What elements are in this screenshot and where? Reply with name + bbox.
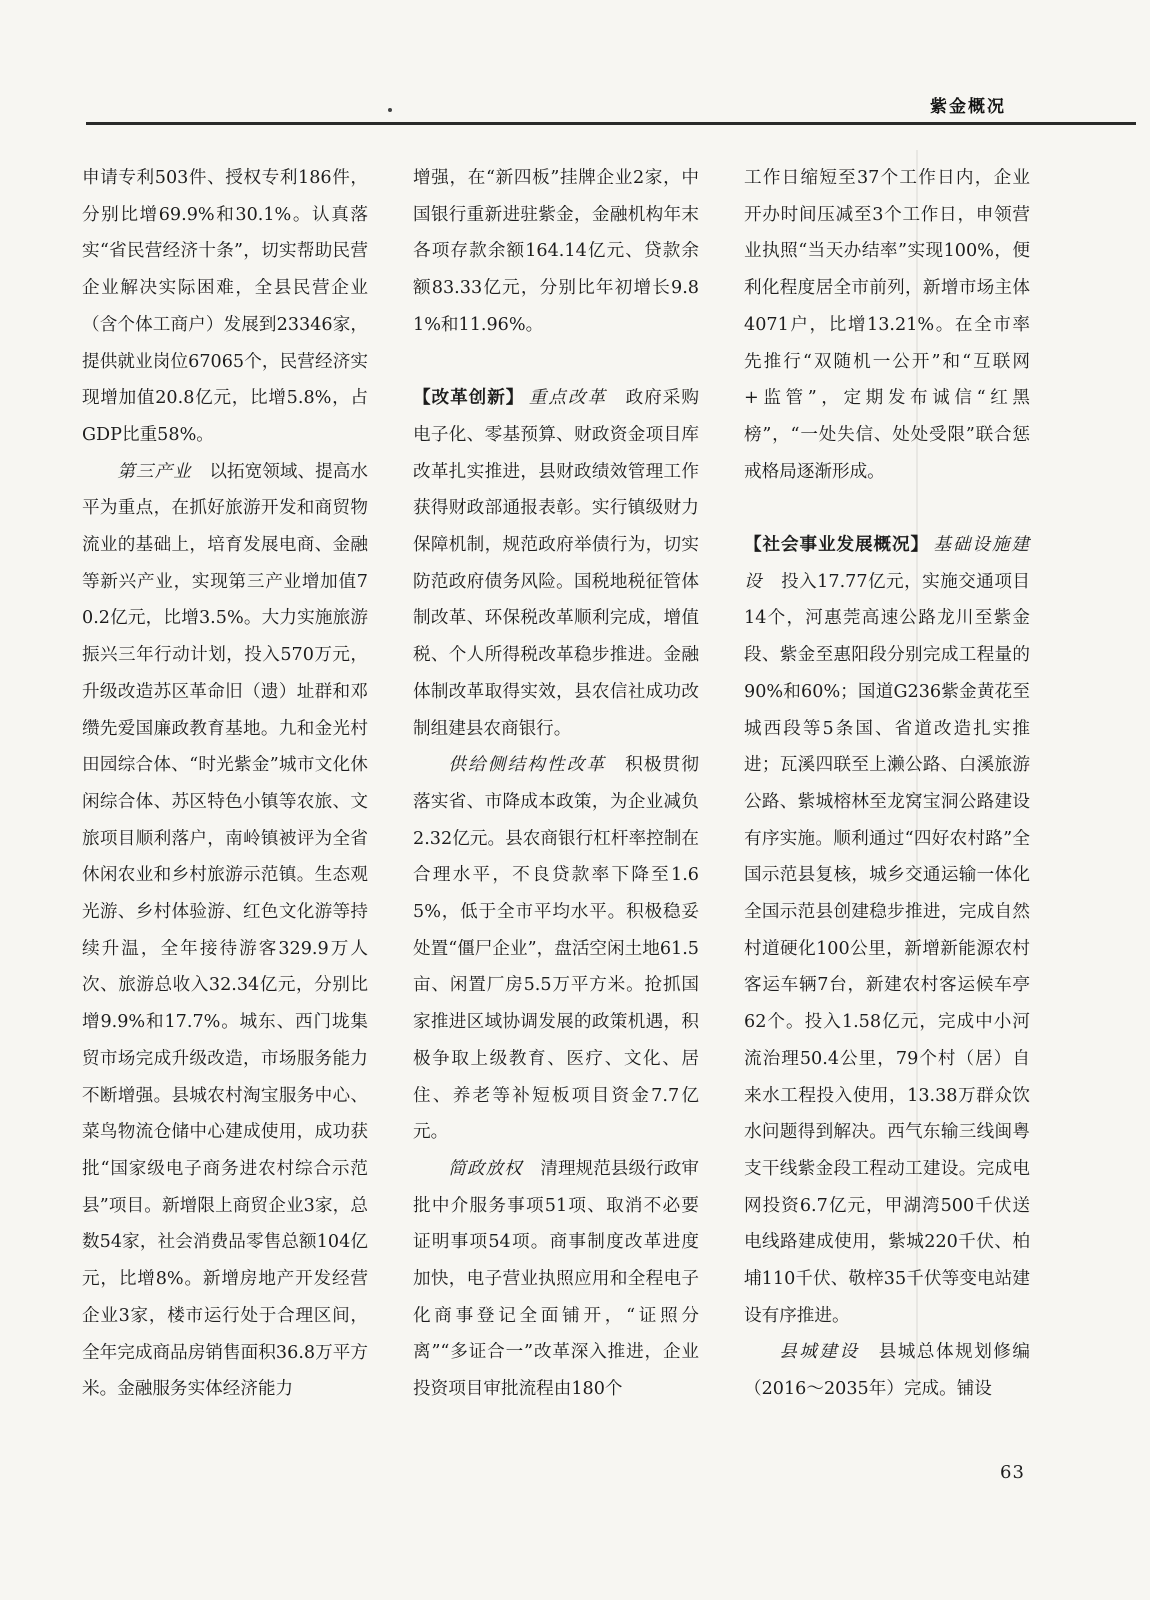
paragraph-text: 清理规范县级行政审批中介服务事项51项、取消不必要证明事项54项。商事制度改革进度加快，电子营业执照应用和全程电子化商事登记全面铺开，“证照分离”“多证合一”改革深入推进，企业投资项目审批流程由180个 xyxy=(413,1158,699,1400)
section-heading: 【改革创新】 xyxy=(413,388,525,409)
header-dot xyxy=(388,108,392,112)
paragraph xyxy=(82,454,368,1408)
paragraph xyxy=(744,1334,1030,1407)
paragraph-text: 政府采购电子化、零基预算、财政资金项目库改革扎实推进，县财政绩效管理工作获得财政部通报表彰。实行镇级财力保障机制，规范政府举债行为，切实防范政府债务风险。国税地税征管体制改革、环保税改革顺利完成，增值税、个人所得税改革稳步推进。金融体制改革取得实效，县农信社成功改制组建县农商银行。 xyxy=(413,388,699,739)
paragraph xyxy=(413,747,699,1151)
paragraph-text: 县城总体规划修编（2016～2035年）完成。铺设 xyxy=(744,1342,1030,1400)
paragraph-subhead: 简政放权 xyxy=(448,1158,523,1179)
paragraph-text: 积极贯彻落实省、市降成本政策，为企业减负2.32亿元。县农商银行杠杆率控制在合理水平，不良贷款率下降至1.65%，低于全市平均水平。积极稳妥处置“僵尸企业”，盘活空闲土地61.5亩、闲置厂房5.5万平方米。抢抓国家推进区域协调发展的政策机遇，积极争取上级教育、医疗、文化、居住、养老等补短板项目资金7.7亿元。 xyxy=(413,755,699,1143)
paragraph-subhead: 重点改革 xyxy=(527,388,608,409)
paragraph-text: 以拓宽领域、提高水平为重点，在抓好旅游开发和商贸物流业的基础上，培育发展电商、金融等新兴产业，实现第三产业增加值70.2亿元，比增3.5%。大力实施旅游振兴三年行动计划，投入570万元，升级改造苏区革命旧（遗）址群和邓缵先爱国廉政教育基地。九和金光村田园综合体、“时光紫金”城市文化休闲综合体、苏区特色小镇等农旅、文旅项目顺利落户，南岭镇被评为全省休闲农业和乡村旅游示范镇。生态观光游、乡村体验游、红色文化游等持续升温，全年接待游客329.9万人次、旅游总收入32.34亿元，分别比增9.9%和17.7%。城东、西门垅集贸市场完成升级改造，市场服务能力不断增强。县城农村淘宝服务中心、菜鸟物流仓储中心建成使用，成功获批“国家级电子商务进农村综合示范县”项目。新增限上商贸企业3家，总数54家，社会消费品零售总额104亿元，比增8%。新增房地产开发经营企业3家，楼市运行处于合理区间，全年完成商品房销售面积36.8万平方米。金融服务实体经济能力 xyxy=(82,461,368,1400)
paragraph-subhead: 县城建设 xyxy=(779,1342,860,1363)
paragraph xyxy=(413,1151,699,1408)
paragraph-text: 增强，在“新四板”挂牌企业2家，中国银行重新进驻紫金，金融机构年末各项存款余额164.14亿元、贷款余额83.33亿元，分别比年初增长9.81%和11.96%。 xyxy=(413,168,699,335)
text-column-2 xyxy=(413,160,699,1408)
paragraph-text: 投入17.77亿元，实施交通项目14个，河惠莞高速公路龙川至紫金段、紫金至惠阳段分别完成工程量的90%和60%；国道G236紫金黄花至城西段等5条国、省道改造扎实推进；瓦溪四联至上濑公路、白溪旅游公路、紫城榕林至龙窝宝洞公路建设有序实施。顺利通过“四好农村路”全国示范县复核，城乡交通运输一体化全国示范县创建稳步推进，完成自然村道硬化100公里，新增新能源农村客运车辆7台，新建农村客运候车亭62个。投入1.58亿元，完成中小河流治理50.4公里，79个村（居）自来水工程投入使用，13.38万群众饮水问题得到解决。西气东输三线闽粤支干线紫金段工程动工建设。完成电网投资6.7亿元，甲湖湾500千伏送电线路建成使用，紫城220千伏、柏埔110千伏、敬梓35千伏等变电站建设有序推进。 xyxy=(744,571,1030,1326)
page-number: 63 xyxy=(1000,1462,1025,1483)
paragraph xyxy=(744,160,1030,490)
paragraph xyxy=(413,160,699,344)
section-paragraph xyxy=(413,380,699,747)
text-column-3 xyxy=(744,160,1030,1408)
paragraph-subhead: 供给侧结构性改革 xyxy=(448,755,607,776)
section-heading: 【社会事业发展概况】 xyxy=(744,535,929,556)
paragraph-subhead: 基础设施建设 xyxy=(744,535,1030,592)
section-paragraph xyxy=(744,527,1030,1334)
paragraph-subhead: 第三产业 xyxy=(117,461,192,482)
text-column-1 xyxy=(82,160,368,1408)
paragraph xyxy=(82,160,368,454)
paragraph-text: 申请专利503件、授权专利186件，分别比增69.9%和30.1%。认真落实“省民营经济十条”，切实帮助民营企业解决实际困难，全县民营企业（含个体工商户）发展到23346家，提供就业岗位67065个，民营经济实现增加值20.8亿元，比增5.8%，占GDP比重58%。 xyxy=(82,168,368,445)
section-title: 紫金概况 xyxy=(930,97,1006,117)
paragraph-text: 工作日缩短至37个工作日内，企业开办时间压减至3个工作日，申领营业执照“当天办结率”实现100%，便利化程度居全市前列，新增市场主体4071户，比增13.21%。在全市率先推行“双随机一公开”和“互联网+监管”，定期发布诚信“红黑榜”，“一处失信、处处受限”联合惩戒格局逐渐形成。 xyxy=(744,168,1030,482)
header-rule xyxy=(86,122,1136,125)
